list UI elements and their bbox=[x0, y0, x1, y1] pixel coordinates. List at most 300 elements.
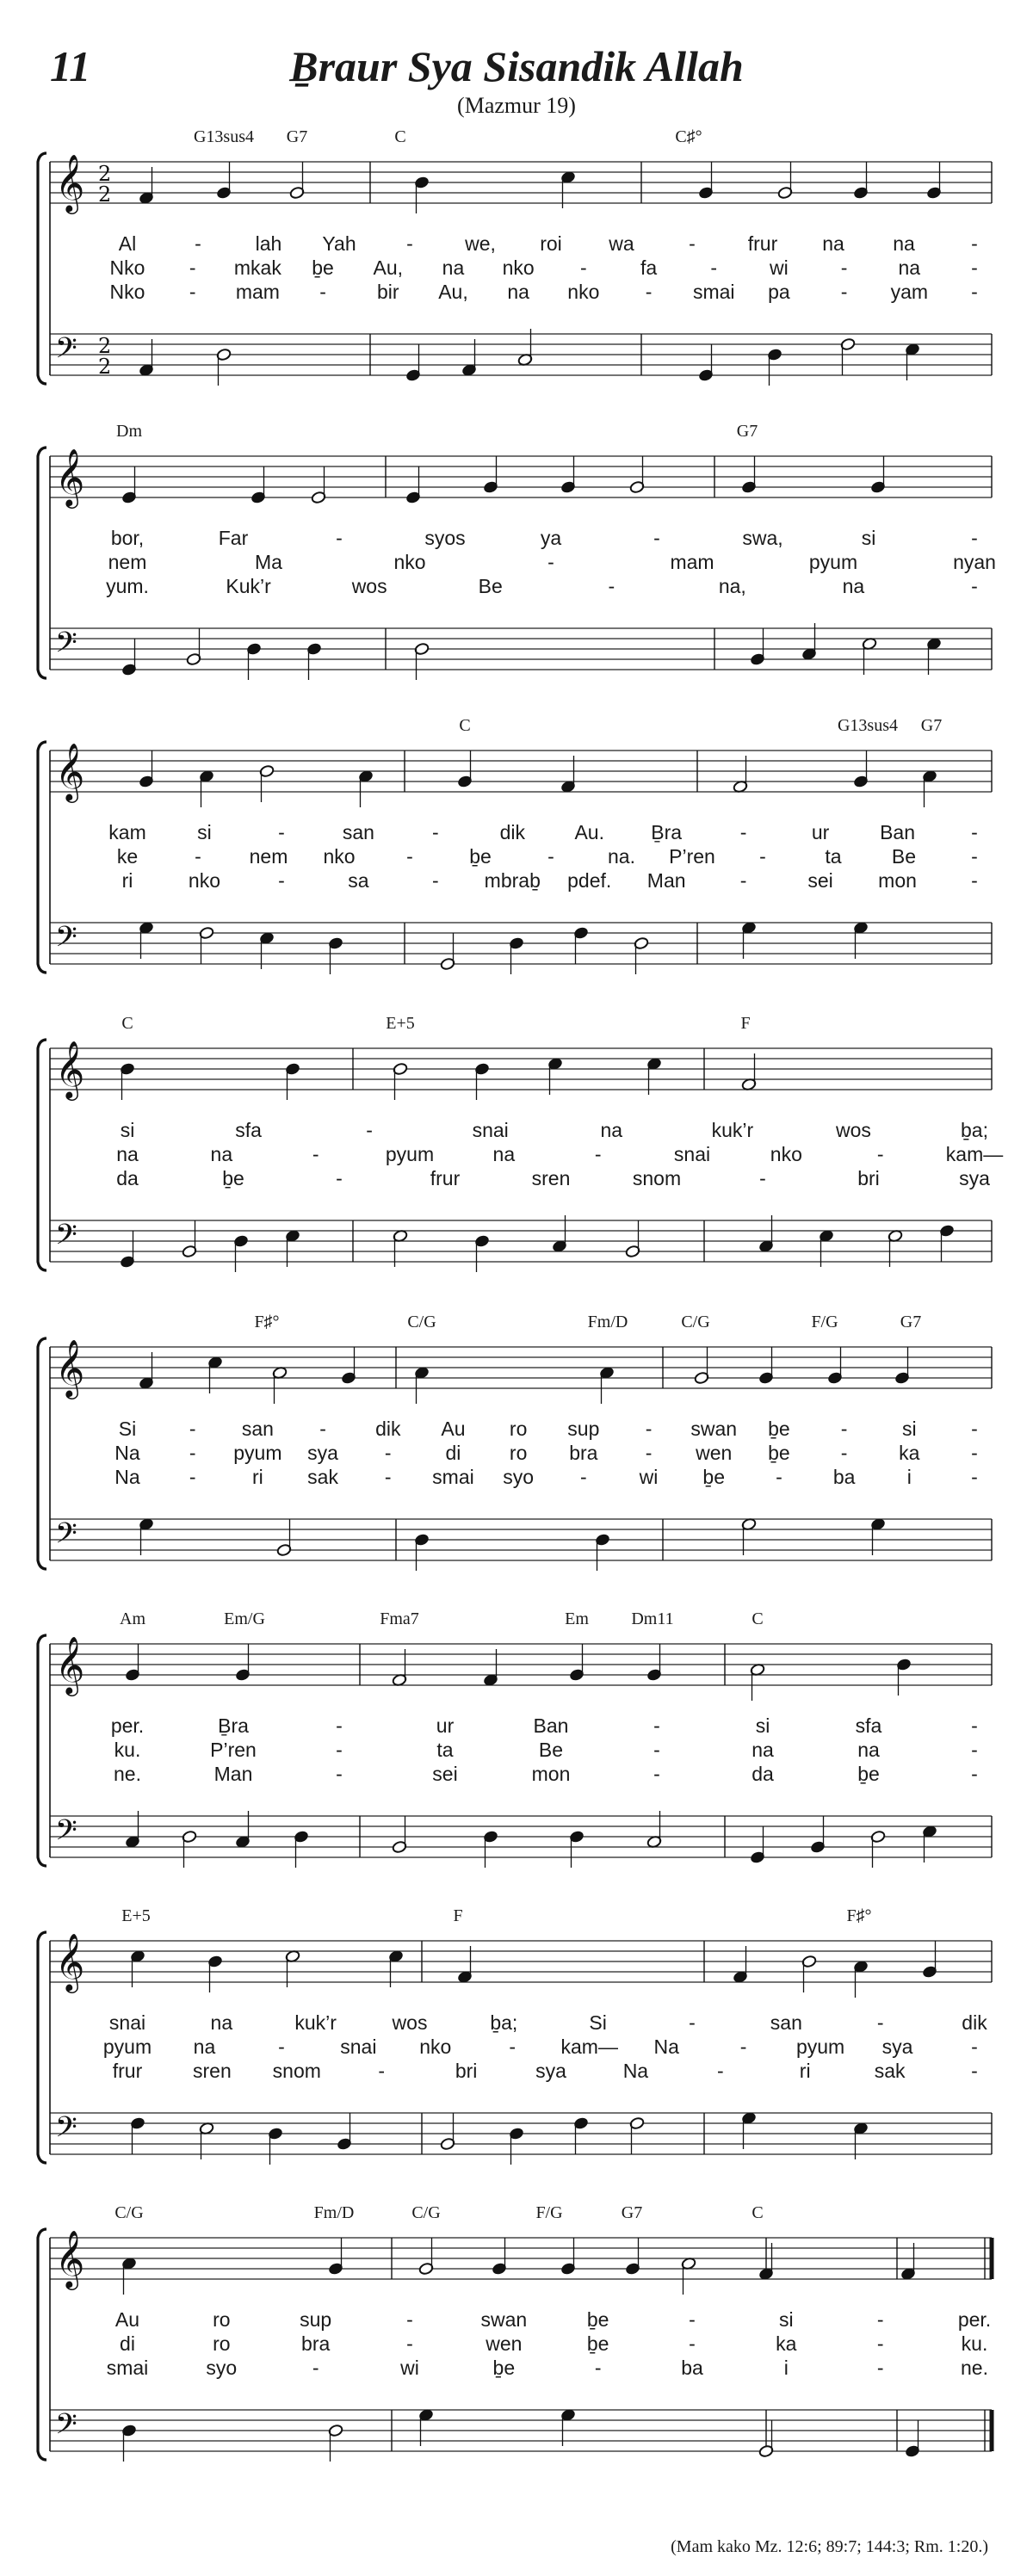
lyric-verse-3-syllable: sren bbox=[531, 1167, 571, 1189]
chord-symbol: C bbox=[394, 127, 406, 146]
scripture-footnote: (Mam kako Mz. 12:6; 89:7; 144:3; Rm. 1:20.) bbox=[671, 2537, 988, 2556]
lyric-verse-1-syllable: Au bbox=[114, 2308, 140, 2331]
lyric-verse-1-syllable: ḇa; bbox=[961, 1119, 988, 1141]
lyric-verse-2-syllable: kam— bbox=[945, 1143, 1004, 1165]
lyric-verse-1-syllable: - bbox=[406, 2308, 413, 2331]
lyric-verse-2-syllable: nem bbox=[249, 845, 288, 868]
lyric-verse-3-syllable: sak bbox=[874, 2060, 906, 2082]
lyric-verse-1-syllable: - bbox=[319, 1418, 326, 1440]
system-bracket bbox=[38, 2229, 46, 2460]
lyric-verse-2-syllable: Na bbox=[114, 1442, 140, 1464]
lyric-verse-3-syllable: - bbox=[971, 1763, 978, 1785]
lyric-verse-2-syllable: pyum bbox=[102, 2035, 152, 2058]
lyric-verse-2-syllable: - bbox=[509, 2035, 516, 2058]
lyric-verse-3-syllable: pdef. bbox=[567, 869, 612, 892]
lyric-verse-1-syllable: - bbox=[653, 527, 660, 549]
lyric-verse-2-syllable: - bbox=[384, 1442, 392, 1464]
lyric-verse-3-syllable: bri bbox=[455, 2060, 478, 2082]
lyric-verse-2-syllable: ta bbox=[825, 845, 842, 868]
chord-symbol: C/G bbox=[411, 2203, 441, 2222]
chord-symbol: C bbox=[752, 1609, 764, 1628]
lyric-verse-3-syllable: - bbox=[336, 1763, 343, 1785]
lyric-verse-2-syllable: - bbox=[406, 845, 413, 868]
lyric-verse-2-syllable: ka bbox=[776, 2332, 797, 2355]
chord-symbol: F/G bbox=[535, 2203, 563, 2222]
treble-clef: 𝄞 bbox=[55, 1040, 85, 1098]
music-system bbox=[0, 1609, 1033, 1885]
lyric-verse-1-syllable: Yah bbox=[322, 232, 356, 255]
lyric-verse-2-syllable: - bbox=[876, 1143, 884, 1165]
system-bracket bbox=[38, 742, 46, 973]
lyric-verse-3-syllable: - bbox=[378, 2060, 386, 2082]
music-system bbox=[0, 127, 1033, 403]
lyric-verse-2-syllable: - bbox=[547, 551, 554, 573]
lyric-verse-1-syllable: - bbox=[195, 232, 201, 255]
lyric-verse-2-syllable: - bbox=[710, 256, 718, 279]
lyric-verse-1-syllable: ḇe bbox=[586, 2308, 609, 2331]
lyric-verse-1-syllable: san bbox=[770, 2011, 802, 2034]
lyric-verse-2-syllable: - bbox=[739, 2035, 747, 2058]
lyric-verse-1-syllable: sup bbox=[567, 1418, 600, 1440]
lyric-verse-2-syllable: na bbox=[857, 1739, 880, 1761]
lyric-verse-3-syllable: sak bbox=[307, 1466, 338, 1488]
lyric-verse-2-syllable: - bbox=[189, 1442, 196, 1464]
lyric-verse-3-syllable: ḇe bbox=[857, 1763, 880, 1785]
chord-symbol: G7 bbox=[900, 1313, 922, 1331]
chord-symbol: Em bbox=[565, 1609, 589, 1628]
lyric-verse-1-syllable: - bbox=[739, 821, 747, 843]
lyric-verse-3-syllable: na, bbox=[718, 575, 746, 597]
lyric-verse-3-syllable: Man bbox=[646, 869, 686, 892]
lyric-verse-3-syllable: sya bbox=[535, 2060, 566, 2082]
treble-clef: 𝄞 bbox=[55, 1338, 85, 1397]
lyric-verse-2-syllable: Ma bbox=[255, 551, 282, 573]
lyric-verse-1-syllable: na bbox=[210, 2011, 233, 2034]
lyric-verse-3-syllable: - bbox=[608, 575, 615, 597]
lyric-verse-2-syllable: na bbox=[193, 2035, 216, 2058]
treble-clef: 𝄞 bbox=[55, 153, 85, 212]
system-bracket bbox=[38, 448, 46, 678]
lyric-verse-2-syllable: sya bbox=[307, 1442, 338, 1464]
bass-clef: 𝄢 bbox=[55, 2408, 77, 2448]
lyric-verse-1-syllable: Ḇra bbox=[651, 821, 683, 843]
treble-clef: 𝄞 bbox=[55, 448, 85, 506]
chord-symbol: G7 bbox=[920, 716, 943, 735]
lyric-verse-1-syllable: Si bbox=[118, 1418, 137, 1440]
lyric-verse-2-syllable: - bbox=[580, 256, 587, 279]
lyric-verse-1-syllable: swan bbox=[480, 2308, 528, 2331]
lyric-verse-1-syllable: Ban bbox=[880, 821, 915, 843]
lyric-verse-2-syllable: ta bbox=[436, 1739, 454, 1761]
chord-symbol: F bbox=[740, 1014, 751, 1033]
music-system bbox=[0, 2203, 1033, 2479]
lyric-verse-3-syllable: - bbox=[384, 1466, 392, 1488]
lyric-verse-1-syllable: - bbox=[366, 1119, 373, 1141]
lyric-verse-3-syllable: mbraḇ bbox=[484, 869, 541, 892]
lyric-verse-3-syllable: - bbox=[319, 281, 326, 303]
lyric-verse-3-syllable: - bbox=[312, 2357, 319, 2379]
music-system bbox=[0, 1906, 1033, 2182]
lyric-verse-1-syllable: - bbox=[689, 2308, 696, 2331]
lyric-verse-3-syllable: - bbox=[971, 281, 978, 303]
lyric-verse-3-syllable: smai bbox=[432, 1466, 474, 1488]
lyric-verse-1-syllable: si bbox=[901, 1418, 917, 1440]
lyric-verse-3-syllable: nko bbox=[567, 281, 600, 303]
system-bracket bbox=[38, 1932, 46, 2163]
lyric-verse-3-syllable: ne. bbox=[961, 2357, 988, 2379]
lyric-verse-2-syllable: nko bbox=[393, 551, 426, 573]
lyric-verse-2-syllable: - bbox=[971, 2035, 978, 2058]
lyric-verse-2-syllable: pyum bbox=[385, 1143, 435, 1165]
lyric-verse-3-syllable: ḇe bbox=[492, 2357, 516, 2379]
chord-symbol: G7 bbox=[286, 127, 308, 146]
lyric-verse-2-syllable: - bbox=[336, 1739, 343, 1761]
lyric-verse-2-syllable: - bbox=[876, 2332, 884, 2355]
lyric-verse-1-syllable: we, bbox=[465, 232, 496, 255]
bass-clef: 𝄢 bbox=[55, 332, 77, 372]
lyric-verse-1-syllable: - bbox=[689, 232, 696, 255]
chord-symbol: Dm11 bbox=[631, 1609, 674, 1628]
treble-clef: 𝄞 bbox=[55, 2229, 85, 2288]
lyric-verse-2-syllable: na bbox=[492, 1143, 516, 1165]
chord-symbol: C bbox=[752, 2203, 764, 2222]
lyric-verse-1-syllable: Far bbox=[218, 527, 249, 549]
lyric-verse-1-syllable: san bbox=[241, 1418, 274, 1440]
lyric-verse-1-syllable: - bbox=[278, 821, 285, 843]
time-signature-bottom: 2 bbox=[98, 355, 112, 379]
bass-clef: 𝄢 bbox=[55, 921, 77, 961]
lyric-verse-2-syllable: - bbox=[645, 1442, 653, 1464]
lyric-verse-3-syllable: - bbox=[189, 1466, 196, 1488]
lyric-verse-3-syllable: snom bbox=[272, 2060, 321, 2082]
chord-symbol: F bbox=[453, 1906, 463, 1925]
lyric-verse-3-syllable: wos bbox=[351, 575, 387, 597]
lyric-verse-2-syllable: - bbox=[689, 2332, 696, 2355]
chord-symbol: Fm/D bbox=[313, 2203, 355, 2222]
lyric-verse-1-syllable: wos bbox=[392, 2011, 428, 2034]
lyric-verse-1-syllable: ro bbox=[213, 2308, 231, 2331]
lyric-verse-1-syllable: Ban bbox=[533, 1714, 569, 1737]
system-bracket bbox=[38, 153, 46, 384]
lyric-verse-2-syllable: ḇe bbox=[768, 1442, 790, 1464]
lyric-verse-3-syllable: - bbox=[645, 281, 653, 303]
treble-clef: 𝄞 bbox=[55, 742, 85, 800]
chord-symbol: G13sus4 bbox=[837, 716, 899, 735]
chord-symbol: Am bbox=[120, 1609, 145, 1628]
lyric-verse-3-syllable: ba bbox=[681, 2357, 703, 2379]
lyric-verse-2-syllable: pyum bbox=[233, 1442, 282, 1464]
lyric-verse-3-syllable: - bbox=[580, 1466, 587, 1488]
lyric-verse-1-syllable: - bbox=[876, 2308, 884, 2331]
lyric-verse-1-syllable: ya bbox=[540, 527, 562, 549]
lyric-verse-1-syllable: na bbox=[893, 232, 915, 255]
lyric-verse-2-syllable: wi bbox=[770, 256, 789, 279]
lyric-verse-3-syllable: ri bbox=[121, 869, 133, 892]
chord-symbol: C/G bbox=[114, 2203, 144, 2222]
lyric-verse-2-syllable: nyan bbox=[953, 551, 996, 573]
lyric-verse-2-syllable: nko bbox=[502, 256, 535, 279]
lyric-verse-2-syllable: - bbox=[189, 256, 196, 279]
lyric-verse-3-syllable: snom bbox=[632, 1167, 682, 1189]
lyric-verse-2-syllable: mkak bbox=[233, 256, 281, 279]
hymn-subtitle: (Mazmur 19) bbox=[457, 93, 576, 118]
lyric-verse-3-syllable: yum. bbox=[106, 575, 149, 597]
lyric-verse-3-syllable: - bbox=[594, 2357, 602, 2379]
chord-symbol: E+5 bbox=[386, 1014, 415, 1033]
chord-symbol: E+5 bbox=[121, 1906, 151, 1925]
lyric-verse-3-syllable: Nko bbox=[109, 281, 145, 303]
staff-graphics bbox=[0, 422, 1033, 697]
lyric-verse-2-syllable: ku. bbox=[114, 1739, 141, 1761]
lyric-verse-3-syllable: - bbox=[431, 869, 439, 892]
lyric-verse-3-syllable: Kuk’r bbox=[226, 575, 271, 597]
lyric-verse-2-syllable: - bbox=[406, 2332, 413, 2355]
lyric-verse-3-syllable: bir bbox=[376, 281, 399, 303]
lyric-verse-3-syllable: ri bbox=[251, 1466, 263, 1488]
hymn-number: 11 bbox=[50, 42, 91, 90]
lyric-verse-2-syllable: di bbox=[120, 2332, 135, 2355]
music-system bbox=[0, 1014, 1033, 1289]
lyric-verse-1-syllable: per. bbox=[957, 2308, 992, 2331]
lyric-verse-1-syllable: ur bbox=[811, 821, 830, 843]
lyric-verse-2-syllable: nem bbox=[108, 551, 147, 573]
lyric-verse-2-syllable: ro bbox=[509, 1442, 528, 1464]
lyric-verse-2-syllable: P’ren bbox=[669, 845, 715, 868]
lyric-verse-3-syllable: - bbox=[840, 281, 848, 303]
music-system bbox=[0, 422, 1033, 697]
chord-symbol: Fm/D bbox=[587, 1313, 628, 1331]
lyric-verse-3-syllable: - bbox=[876, 2357, 884, 2379]
staff-graphics bbox=[0, 716, 1033, 991]
lyric-verse-3-syllable: da bbox=[752, 1763, 774, 1785]
chord-symbol: Em/G bbox=[224, 1609, 265, 1628]
lyric-verse-1-syllable: si bbox=[779, 2308, 794, 2331]
lyric-verse-3-syllable: Na bbox=[622, 2060, 649, 2082]
lyric-verse-2-syllable: na. bbox=[608, 845, 635, 868]
lyric-verse-2-syllable: wen bbox=[696, 1442, 733, 1464]
lyric-verse-2-syllable: nko bbox=[419, 2035, 452, 2058]
lyric-verse-1-syllable: - bbox=[653, 1714, 660, 1737]
lyric-verse-2-syllable: P’ren bbox=[210, 1739, 257, 1761]
lyric-verse-1-syllable: ḇe bbox=[768, 1418, 790, 1440]
lyric-verse-2-syllable: ka bbox=[899, 1442, 920, 1464]
lyric-verse-2-syllable: Na bbox=[653, 2035, 679, 2058]
lyric-verse-2-syllable: mam bbox=[670, 551, 714, 573]
lyric-verse-3-syllable: ri bbox=[799, 2060, 811, 2082]
lyric-verse-1-syllable: Au bbox=[441, 1418, 466, 1440]
lyric-verse-3-syllable: - bbox=[971, 2060, 978, 2082]
chord-symbol: F♯° bbox=[254, 1313, 280, 1331]
lyric-verse-1-syllable: syos bbox=[424, 527, 466, 549]
lyric-verse-1-syllable: dik bbox=[499, 821, 525, 843]
bass-clef: 𝄢 bbox=[55, 1517, 77, 1557]
lyric-verse-1-syllable: si bbox=[197, 821, 212, 843]
system-bracket bbox=[38, 1338, 46, 1569]
lyric-verse-1-syllable: sfa bbox=[235, 1119, 262, 1141]
lyric-verse-3-syllable: - bbox=[716, 2060, 724, 2082]
lyric-verse-2-syllable: bra bbox=[569, 1442, 598, 1464]
lyric-verse-2-syllable: - bbox=[840, 256, 848, 279]
chord-symbol: F♯° bbox=[846, 1906, 872, 1925]
lyric-verse-2-syllable: na bbox=[752, 1739, 774, 1761]
lyric-verse-1-syllable: wos bbox=[835, 1119, 871, 1141]
bass-clef: 𝄢 bbox=[55, 2111, 77, 2151]
lyric-verse-3-syllable: Be bbox=[478, 575, 503, 597]
chord-symbol: C♯° bbox=[675, 127, 702, 146]
lyric-verse-1-syllable: - bbox=[971, 1418, 978, 1440]
lyric-verse-1-syllable: swa, bbox=[742, 527, 783, 549]
lyric-verse-3-syllable: sren bbox=[193, 2060, 232, 2082]
lyric-verse-3-syllable: bri bbox=[857, 1167, 880, 1189]
lyric-verse-2-syllable: ḇe bbox=[312, 256, 334, 279]
lyric-verse-1-syllable: san bbox=[342, 821, 374, 843]
bass-clef: 𝄢 bbox=[55, 1219, 77, 1258]
lyric-verse-3-syllable: - bbox=[278, 869, 285, 892]
lyric-verse-1-syllable: - bbox=[876, 2011, 884, 2034]
lyric-verse-1-syllable: - bbox=[971, 821, 978, 843]
lyric-verse-3-syllable: nko bbox=[188, 869, 220, 892]
lyric-verse-2-syllable: - bbox=[547, 845, 554, 868]
lyric-verse-1-syllable: snai bbox=[108, 2011, 146, 2034]
lyric-verse-3-syllable: i bbox=[783, 2357, 789, 2379]
system-bracket bbox=[38, 1635, 46, 1866]
bass-clef: 𝄢 bbox=[55, 627, 77, 666]
lyric-verse-1-syllable: na bbox=[600, 1119, 623, 1141]
lyric-verse-3-syllable: - bbox=[971, 1466, 978, 1488]
lyric-verse-3-syllable: ba bbox=[832, 1466, 856, 1488]
lyric-verse-3-syllable: na bbox=[842, 575, 865, 597]
lyric-verse-2-syllable: Be bbox=[891, 845, 917, 868]
lyric-verse-3-syllable: smai bbox=[106, 2357, 149, 2379]
lyric-verse-2-syllable: ku. bbox=[961, 2332, 988, 2355]
lyric-verse-3-syllable: - bbox=[189, 281, 196, 303]
lyric-verse-3-syllable: smai bbox=[692, 281, 735, 303]
lyric-verse-3-syllable: ne. bbox=[114, 1763, 141, 1785]
lyric-verse-2-syllable: pyum bbox=[808, 551, 858, 573]
lyric-verse-1-syllable: - bbox=[336, 1714, 343, 1737]
lyric-verse-1-syllable: ro bbox=[509, 1418, 528, 1440]
lyric-verse-1-syllable: dik bbox=[375, 1418, 401, 1440]
lyric-verse-2-syllable: - bbox=[195, 845, 201, 868]
lyric-verse-2-syllable: ke bbox=[116, 845, 139, 868]
lyric-verse-2-syllable: - bbox=[312, 1143, 319, 1165]
lyric-verse-3-syllable: da bbox=[116, 1167, 139, 1189]
lyric-verse-3-syllable: Au, bbox=[438, 281, 468, 303]
lyric-verse-1-syllable: sfa bbox=[855, 1714, 882, 1737]
chord-symbol: G13sus4 bbox=[193, 127, 255, 146]
lyric-verse-1-syllable: frur bbox=[747, 232, 778, 255]
lyric-verse-1-syllable: roi bbox=[540, 232, 562, 255]
lyric-verse-1-syllable: wa bbox=[609, 232, 634, 255]
lyric-verse-1-syllable: si bbox=[755, 1714, 770, 1737]
lyric-verse-1-syllable: snai bbox=[472, 1119, 509, 1141]
lyric-verse-2-syllable: Au, bbox=[373, 256, 404, 279]
lyric-verse-1-syllable: kuk’r bbox=[294, 2011, 337, 2034]
music-system bbox=[0, 716, 1033, 991]
lyric-verse-3-syllable: frur bbox=[430, 1167, 461, 1189]
lyric-verse-3-syllable: i bbox=[906, 1466, 912, 1488]
lyric-verse-2-syllable: Nko bbox=[109, 256, 145, 279]
lyric-verse-2-syllable: sya bbox=[881, 2035, 913, 2058]
lyric-verse-2-syllable: nko bbox=[323, 845, 356, 868]
lyric-verse-3-syllable: syo bbox=[503, 1466, 535, 1488]
bass-clef: 𝄢 bbox=[55, 1814, 77, 1854]
lyric-verse-2-syllable: - bbox=[971, 845, 978, 868]
lyric-verse-1-syllable: - bbox=[689, 2011, 696, 2034]
lyric-verse-1-syllable: ḇa; bbox=[490, 2011, 518, 2034]
lyric-verse-2-syllable: Be bbox=[538, 1739, 564, 1761]
staff-graphics bbox=[0, 1906, 1033, 2182]
lyric-verse-2-syllable: - bbox=[971, 1442, 978, 1464]
lyric-verse-3-syllable: mam bbox=[235, 281, 280, 303]
lyric-verse-1-syllable: - bbox=[189, 1418, 196, 1440]
lyric-verse-1-syllable: Si bbox=[589, 2011, 607, 2034]
lyric-verse-3-syllable: sei bbox=[432, 1763, 458, 1785]
lyric-verse-2-syllable: ro bbox=[213, 2332, 231, 2355]
lyric-verse-1-syllable: per. bbox=[110, 1714, 145, 1737]
lyric-verse-2-syllable: kam— bbox=[560, 2035, 618, 2058]
lyric-verse-1-syllable: kuk’r bbox=[711, 1119, 754, 1141]
lyric-verse-1-syllable: - bbox=[406, 232, 413, 255]
lyric-verse-2-syllable: - bbox=[971, 1739, 978, 1761]
lyric-verse-3-syllable: sa bbox=[348, 869, 369, 892]
lyric-verse-2-syllable: di bbox=[445, 1442, 461, 1464]
lyric-verse-3-syllable: frur bbox=[112, 2060, 143, 2082]
lyric-verse-3-syllable: pa bbox=[768, 281, 790, 303]
lyric-verse-1-syllable: dik bbox=[962, 2011, 987, 2034]
lyric-verse-1-syllable: si bbox=[861, 527, 876, 549]
lyric-verse-3-syllable: mon bbox=[878, 869, 917, 892]
lyric-verse-3-syllable: - bbox=[971, 575, 978, 597]
lyric-verse-1-syllable: - bbox=[840, 1418, 848, 1440]
lyric-verse-3-syllable: Na bbox=[114, 1466, 140, 1488]
lyric-verse-1-syllable: bor, bbox=[110, 527, 145, 549]
chord-symbol: C bbox=[459, 716, 471, 735]
system-bracket bbox=[38, 1040, 46, 1270]
chord-symbol: Fma7 bbox=[380, 1609, 419, 1628]
time-signature-top: 2 bbox=[98, 334, 112, 358]
lyric-verse-2-syllable: - bbox=[840, 1442, 848, 1464]
lyric-verse-2-syllable: ḇe bbox=[586, 2332, 609, 2355]
lyric-verse-3-syllable: - bbox=[776, 1466, 782, 1488]
lyric-verse-3-syllable: - bbox=[971, 869, 978, 892]
lyric-verse-1-syllable: Ḇra bbox=[218, 1714, 249, 1737]
lyric-verse-2-syllable: na bbox=[210, 1143, 233, 1165]
chord-symbol: C bbox=[121, 1014, 133, 1033]
lyric-verse-1-syllable: si bbox=[120, 1119, 135, 1141]
chord-symbol: C/G bbox=[407, 1313, 436, 1331]
lyric-verse-3-syllable: Man bbox=[213, 1763, 253, 1785]
lyric-verse-1-syllable: - bbox=[971, 232, 978, 255]
lyric-verse-3-syllable: sya bbox=[959, 1167, 990, 1189]
treble-clef: 𝄞 bbox=[55, 1932, 85, 1991]
lyric-verse-1-syllable: kam bbox=[108, 821, 146, 843]
lyric-verse-2-syllable: - bbox=[653, 1739, 660, 1761]
lyric-verse-2-syllable: ḇe bbox=[469, 845, 492, 868]
lyric-verse-1-syllable: Al bbox=[118, 232, 137, 255]
lyric-verse-2-syllable: wen bbox=[486, 2332, 523, 2355]
lyric-verse-1-syllable: - bbox=[971, 1714, 978, 1737]
chord-symbol: F/G bbox=[811, 1313, 838, 1331]
lyric-verse-3-syllable: sei bbox=[807, 869, 833, 892]
lyric-verse-3-syllable: na bbox=[507, 281, 529, 303]
lyric-verse-3-syllable: ḇe bbox=[702, 1466, 726, 1488]
lyric-verse-1-syllable: - bbox=[336, 527, 343, 549]
lyric-verse-2-syllable: bra bbox=[301, 2332, 331, 2355]
lyric-verse-1-syllable: ur bbox=[436, 1714, 455, 1737]
chord-symbol: C/G bbox=[681, 1313, 710, 1331]
lyric-verse-2-syllable: na bbox=[898, 256, 921, 279]
